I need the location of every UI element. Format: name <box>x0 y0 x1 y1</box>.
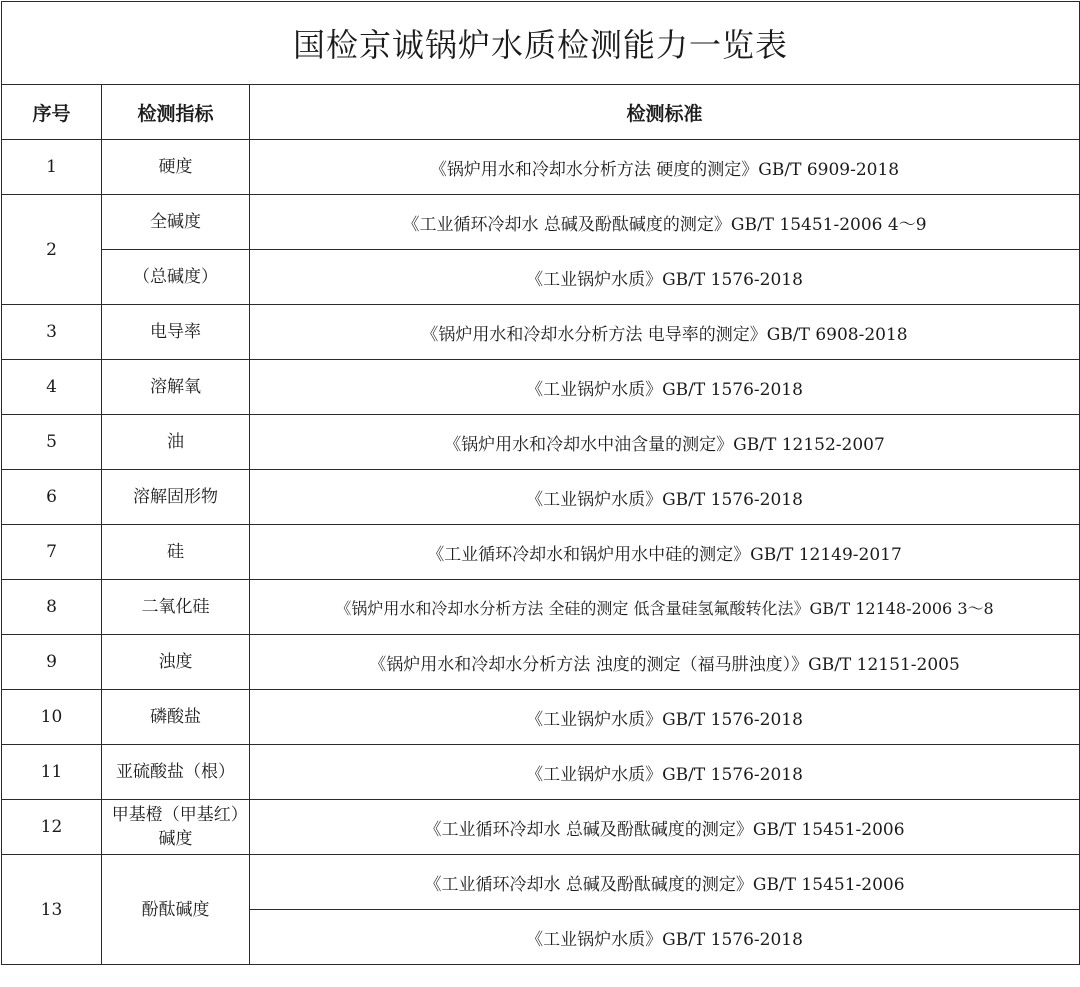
row-number: 10 <box>2 690 102 745</box>
row-number: 6 <box>2 470 102 525</box>
row-indicator: 全碱度 <box>102 195 250 250</box>
row-number: 9 <box>2 635 102 690</box>
header-row <box>2 85 1080 140</box>
row-standard: 《锅炉用水和冷却水分析方法 全硅的测定 低含量硅氢氟酸转化法》GB/T 12148-2006 3～8 <box>250 580 1080 635</box>
row-indicator: 电导率 <box>102 305 250 360</box>
table-row <box>2 690 1080 745</box>
row-number: 7 <box>2 525 102 580</box>
row-standard: 《工业锅炉水质》GB/T 1576-2018 <box>250 910 1080 965</box>
row-number: 13 <box>2 855 102 965</box>
row-standard: 《工业锅炉水质》GB/T 1576-2018 <box>250 360 1080 415</box>
row-number: 8 <box>2 580 102 635</box>
row-indicator: 油 <box>102 415 250 470</box>
row-indicator: 浊度 <box>102 635 250 690</box>
row-standard: 《工业锅炉水质》GB/T 1576-2018 <box>250 470 1080 525</box>
row-standard: 《锅炉用水和冷却水分析方法 电导率的测定》GB/T 6908-2018 <box>250 305 1080 360</box>
row-indicator: 酚酞碱度 <box>102 855 250 965</box>
row-standard: 《工业循环冷却水 总碱及酚酞碱度的测定》GB/T 15451-2006 4～9 <box>250 195 1080 250</box>
table-row <box>2 140 1080 195</box>
row-number: 2 <box>2 195 102 305</box>
table-row <box>2 635 1080 690</box>
row-number: 11 <box>2 745 102 800</box>
row-standard: 《工业锅炉水质》GB/T 1576-2018 <box>250 745 1080 800</box>
table-row <box>2 855 1080 910</box>
row-standard: 《工业循环冷却水 总碱及酚酞碱度的测定》GB/T 15451-2006 <box>250 855 1080 910</box>
row-standard: 《锅炉用水和冷却水分析方法 浊度的测定（福马肼浊度）》GB/T 12151-2005 <box>250 635 1080 690</box>
row-standard: 《工业循环冷却水和锅炉用水中硅的测定》GB/T 12149-2017 <box>250 525 1080 580</box>
header-no: 序号 <box>2 85 102 140</box>
title-row <box>2 2 1080 85</box>
table-row <box>2 415 1080 470</box>
row-standard: 《工业锅炉水质》GB/T 1576-2018 <box>250 690 1080 745</box>
row-number: 5 <box>2 415 102 470</box>
row-indicator: 甲基橙（甲基红）碱度 <box>102 800 250 855</box>
row-indicator: 二氧化硅 <box>102 580 250 635</box>
table-title: 国检京诚锅炉水质检测能力一览表 <box>2 2 1080 85</box>
table-row <box>2 525 1080 580</box>
row-indicator: 硅 <box>102 525 250 580</box>
row-standard: 《工业锅炉水质》GB/T 1576-2018 <box>250 250 1080 305</box>
table-row <box>2 360 1080 415</box>
table-row <box>2 305 1080 360</box>
row-number: 12 <box>2 800 102 855</box>
row-indicator: （总碱度） <box>102 250 250 305</box>
row-number: 1 <box>2 140 102 195</box>
row-standard: 《锅炉用水和冷却水分析方法 硬度的测定》GB/T 6909-2018 <box>250 140 1080 195</box>
row-number: 4 <box>2 360 102 415</box>
capability-table <box>1 1 1080 965</box>
table-row <box>2 745 1080 800</box>
row-indicator: 磷酸盐 <box>102 690 250 745</box>
table-row <box>2 250 1080 305</box>
table-row <box>2 580 1080 635</box>
row-number: 3 <box>2 305 102 360</box>
row-standard: 《工业循环冷却水 总碱及酚酞碱度的测定》GB/T 15451-2006 <box>250 800 1080 855</box>
header-standard: 检测标准 <box>250 85 1080 140</box>
row-standard: 《锅炉用水和冷却水中油含量的测定》GB/T 12152-2007 <box>250 415 1080 470</box>
row-indicator: 硬度 <box>102 140 250 195</box>
row-indicator: 溶解固形物 <box>102 470 250 525</box>
table-row <box>2 195 1080 250</box>
table-row <box>2 800 1080 855</box>
row-indicator: 亚硫酸盐（根） <box>102 745 250 800</box>
header-indicator: 检测指标 <box>102 85 250 140</box>
row-indicator: 溶解氧 <box>102 360 250 415</box>
table-row <box>2 470 1080 525</box>
